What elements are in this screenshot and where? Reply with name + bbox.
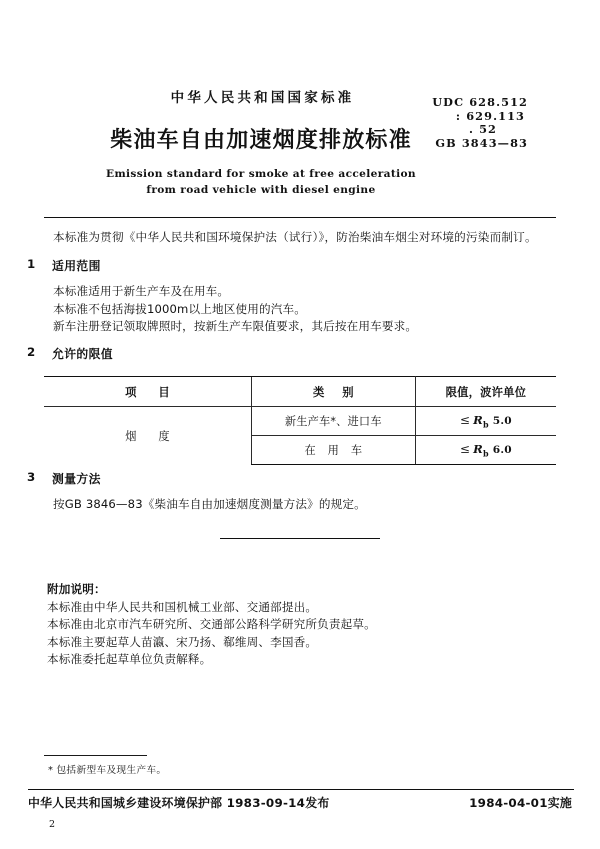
section-1-heading [27, 257, 567, 274]
column-header-item-label: 项目 [125, 385, 192, 399]
cell-item-smoke-label: 烟度 [125, 429, 192, 443]
table-header-row [44, 377, 556, 407]
footer-effective-date: 1984-04-01实施 [469, 796, 572, 810]
limit-operator: ≤ [459, 412, 471, 427]
limit-value: 5.0 [492, 414, 512, 427]
section-divider-rule [220, 538, 380, 539]
english-subtitle [0, 166, 600, 198]
notes-line-1: 本标准由中华人民共和国机械工业部、交通部提出。 [47, 599, 318, 614]
section-1-line-2: 本标准不包括海拔1000m以上地区使用的汽车。 [53, 301, 306, 316]
english-subtitle-line-2: from road vehicle with diesel engine [146, 184, 376, 196]
cell-category-in-use-vehicles [251, 436, 415, 465]
limit-symbol [473, 441, 489, 459]
column-header-category [251, 377, 415, 407]
udc-line-2: : 629.113 [455, 108, 525, 123]
section-1-line-1: 本标准适用于新生产车及在用车。 [53, 284, 230, 298]
udc-line-3: . 52 [469, 122, 497, 137]
notes-line-3: 本标准主要起草人苗瀛、宋乃扬、郗维周、李国香。 [47, 634, 318, 649]
limit-symbol-subscript: b [482, 448, 489, 459]
section-3-heading [27, 470, 567, 487]
section-2-title: 允许的限值 [52, 347, 113, 361]
limits-table-body [44, 407, 556, 465]
footer-divider-rule [28, 789, 574, 790]
cell-category-in-use-label: 在用车 [304, 444, 375, 457]
section-scope [27, 257, 567, 336]
english-subtitle-line-1: Emission standard for smoke at free acceleration [106, 168, 416, 180]
footnote-divider-rule [44, 755, 147, 756]
limits-table-head [44, 377, 556, 407]
footnote-text: * 包括新型车及现生产车。 [48, 765, 167, 776]
section-limits [27, 345, 567, 362]
notes-heading: 附加说明： [47, 582, 106, 596]
section-3-number: 3 [27, 470, 36, 484]
standard-organization: 中华人民共和国国家标准 [170, 90, 355, 106]
column-header-category-label: 类别 [312, 385, 372, 399]
udc-classification-block [432, 96, 528, 150]
section-measurement-method [27, 470, 567, 514]
limit-symbol-subscript: b [482, 419, 489, 430]
cell-category-new-vehicles: 新生产车*、进口车 [251, 407, 415, 436]
page-number: 2 [49, 819, 56, 830]
section-3-title: 测量方法 [52, 472, 101, 486]
cell-item-smoke [44, 407, 251, 465]
cell-limit-in-use-vehicles [415, 436, 556, 465]
standard-number: GB 3843—83 [435, 135, 528, 150]
additional-notes [47, 581, 376, 669]
page-title: 柴油车自由加速烟度排放标准 [110, 128, 412, 153]
header-divider-rule [44, 217, 556, 218]
section-1-number: 1 [27, 257, 36, 271]
section-2-heading [27, 345, 567, 362]
section-2-number: 2 [27, 345, 36, 359]
cell-limit-new-vehicles [415, 407, 556, 436]
column-header-item [44, 377, 251, 407]
section-3-body [53, 496, 567, 514]
notes-line-4: 本标准委托起草单位负责解释。 [47, 652, 212, 667]
column-header-limit: 限值，波许单位 [415, 377, 556, 407]
limits-table [44, 376, 556, 465]
limit-symbol-letter: R [473, 441, 483, 456]
limit-symbol-letter: R [473, 412, 483, 427]
udc-line-1: UDC 628.512 [432, 95, 528, 109]
footer-issuer: 中华人民共和国城乡建设环境保护部 1983-09-14发布 [28, 796, 330, 810]
limit-value: 6.0 [492, 443, 512, 456]
section-1-line-3: 新车注册登记领取牌照时，按新生产车限值要求，其后按在用车要求。 [53, 319, 418, 333]
intro-paragraph: 本标准为贯彻《中华人民共和国环境保护法（试行）》，防治柴油车烟尘对环境的污染而制订。 [53, 230, 537, 244]
limit-operator: ≤ [459, 441, 471, 456]
notes-line-2: 本标准由北京市汽车研究所、交通部公路科学研究所负责起草。 [47, 617, 376, 632]
limit-symbol [473, 412, 489, 430]
table-row [44, 407, 556, 436]
section-1-title: 适用范围 [52, 259, 101, 273]
section-3-line-1: 按GB 3846—83《柴油车自由加速烟度测量方法》的规定。 [53, 497, 366, 511]
section-1-body [53, 283, 567, 336]
